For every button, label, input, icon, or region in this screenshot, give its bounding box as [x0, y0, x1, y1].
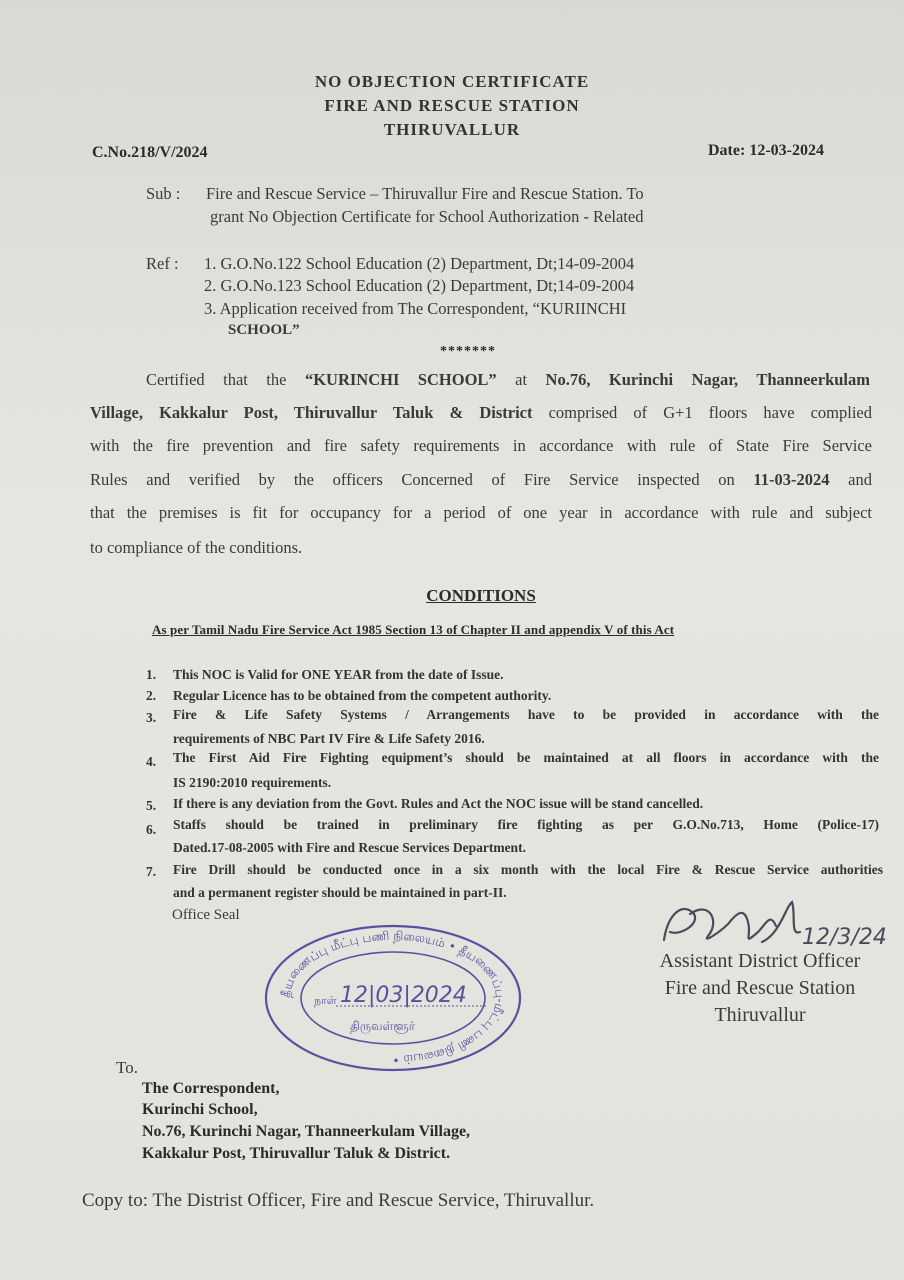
addressee-line-1: The Correspondent,	[142, 1080, 280, 1097]
subject-label: Sub :	[146, 184, 181, 203]
condition-number: 3.	[146, 710, 157, 725]
condition-item: If there is any deviation from the Govt. Rules and Act the NOC issue will be stand cancelled.	[173, 796, 704, 811]
signatory-place: Thiruvallur	[714, 1004, 806, 1026]
reference-item-1: 1. G.O.No.122 School Education (2) Department, Dt;14-09-2004	[204, 254, 635, 273]
addressee-line-4: Kakkalur Post, Thiruvallur Taluk & District.	[142, 1145, 451, 1162]
document-title: NO OBJECTION CERTIFICATE	[314, 72, 590, 91]
addressee-line-2: Kurinchi School,	[142, 1101, 258, 1118]
condition-item: Staffs should be trained in preliminary fire fighting as per G.O.No.713, Home (Police-17)	[173, 817, 879, 832]
reference-item-3-cont: SCHOOL”	[228, 322, 300, 338]
conditions-title: CONDITIONS	[426, 586, 536, 605]
issuing-station: FIRE AND RESCUE STATION	[324, 96, 580, 115]
condition-item: Regular Licence has to be obtained from the competent authority.	[173, 688, 552, 703]
condition-item-cont: requirements of NBC Part IV Fire & Life Safety 2016.	[173, 731, 485, 746]
copy-to: Copy to: The Distrist Officer, Fire and Rescue Service, Thiruvallur.	[82, 1190, 595, 1211]
station-location: THIRUVALLUR	[383, 120, 521, 139]
condition-number: 6.	[146, 822, 157, 837]
condition-number: 5.	[146, 798, 157, 813]
section-divider: *******	[440, 344, 496, 359]
condition-number: 2.	[146, 688, 157, 703]
seal-graphic	[262, 922, 524, 1074]
certification-line-6: to compliance of the conditions.	[90, 538, 303, 557]
condition-number: 1.	[146, 667, 157, 682]
condition-item: The First Aid Fire Fighting equipment’s should be maintained at all floors in accordance with the	[173, 750, 879, 765]
seal-place: திருவள்ளூர்	[350, 1019, 415, 1033]
subject-line-1: Fire and Rescue Service – Thiruvallur Fire and Rescue Station. To	[206, 184, 644, 203]
office-seal-stamp	[262, 922, 524, 1074]
reference-item-3: 3. Application received from The Correspondent, “KURIINCHI	[204, 299, 627, 318]
condition-item: Fire & Life Safety Systems / Arrangements have to be provided in accordance with the	[173, 707, 879, 722]
signature-date: 12/3/24	[802, 925, 887, 950]
inspection-date: 11-03-2024	[753, 470, 830, 489]
condition-item: This NOC is Valid for ONE YEAR from the date of Issue.	[173, 667, 504, 682]
condition-item-cont: and a permanent register should be maintained in part-II.	[173, 885, 507, 900]
reference-label: Ref :	[146, 254, 179, 273]
condition-number: 4.	[146, 754, 157, 769]
condition-number: 7.	[146, 864, 157, 879]
seal-date-prefix: நாள்	[314, 994, 337, 1007]
condition-item-cont: IS 2190:2010 requirements.	[173, 775, 332, 790]
certification-line-1: Certified that the “KURINCHI SCHOOL” at No.76, Kurinchi Nagar, Thanneerkulam	[146, 370, 871, 389]
signatory-title: Assistant District Officer	[659, 950, 861, 972]
office-seal-label: Office Seal	[172, 907, 240, 923]
addressee-to: To.	[116, 1058, 138, 1077]
seal-ring-text: தீயணைப்பு மீட்பு பணி நிலையம் • தீயணைப்பு-மீட்பு பணி நிலையம் •	[278, 928, 508, 1068]
condition-item: Fire Drill should be conducted once in a six month with the local Fire & Rescue Service authorities	[173, 862, 883, 877]
reference-number: C.No.218/V/2024	[92, 144, 208, 161]
certification-line-5: that the premises is fit for occupancy for a period of one year in accordance with rule and subject	[90, 503, 872, 522]
seal-handwritten-date: 12|03|2024	[340, 983, 467, 1008]
condition-item-cont: Dated.17-08-2005 with Fire and Rescue Services Department.	[173, 840, 526, 855]
certification-line-2: Village, Kakkalur Post, Thiruvallur Taluk & District comprised of G+1 floors have complied	[90, 403, 873, 422]
subject-line-2: grant No Objection Certificate for School Authorization - Related	[210, 207, 644, 226]
reference-item-2: 2. G.O.No.123 School Education (2) Department, Dt;14-09-2004	[204, 276, 635, 295]
school-name: “KURINCHI SCHOOL”	[304, 370, 497, 389]
issue-date: Date: 12-03-2024	[708, 142, 824, 159]
signatory-station: Fire and Rescue Station	[664, 977, 856, 999]
conditions-subtitle: As per Tamil Nadu Fire Service Act 1985 Section 13 of Chapter II and appendix V of this Act	[152, 622, 675, 637]
certification-line-4: Rules and verified by the officers Concerned of Fire Service inspected on 11-03-2024 and	[90, 470, 872, 489]
certification-line-3: with the fire prevention and fire safety requirements in accordance with rule of State Fire Service	[90, 436, 872, 455]
addressee-line-3: No.76, Kurinchi Nagar, Thanneerkulam Village,	[142, 1123, 471, 1140]
